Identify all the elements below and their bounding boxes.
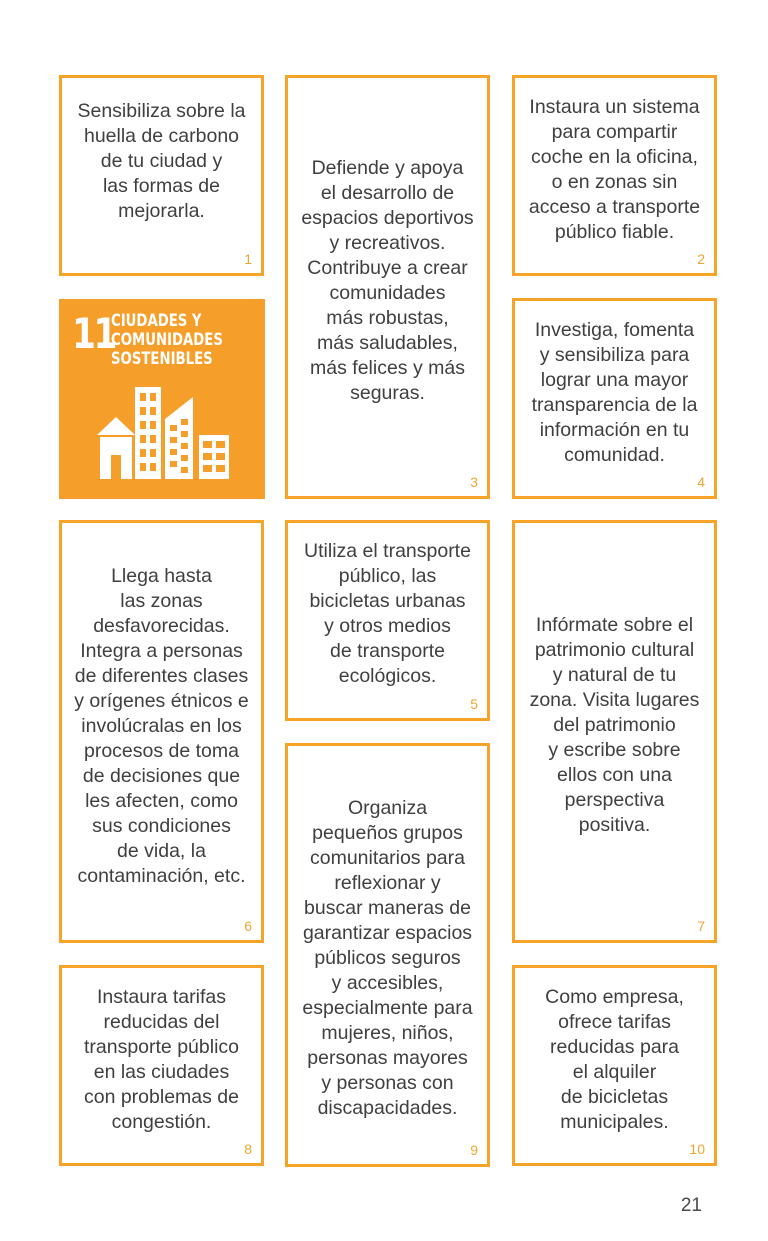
sdg-11-logo — [59, 299, 265, 499]
city-buildings-icon — [95, 383, 229, 479]
card-number: 6 — [244, 918, 252, 934]
action-card-9 — [285, 743, 490, 1167]
card-number: 7 — [697, 918, 705, 934]
action-card-8 — [59, 965, 264, 1166]
action-card-10 — [512, 965, 717, 1166]
card-number: 9 — [470, 1142, 478, 1158]
sdg-title: CIUDADES Y COMUNIDADES SOSTENIBLES — [111, 311, 223, 369]
card-text: Investiga, fomenta y sensibiliza para lograr una mayor transparencia de la información en tu comunidad. — [531, 318, 698, 466]
card-number: 2 — [697, 251, 705, 267]
action-card-7 — [512, 520, 717, 943]
card-text: Utiliza el transporte público, las bicicletas urbanas y otros medios de transporte ecológicos. — [304, 539, 471, 687]
action-card-6 — [59, 520, 264, 943]
card-text: Instaura un sistema para compartir coche en la oficina, o en zonas sin acceso a transporte público fiable. — [528, 95, 701, 243]
card-number: 1 — [244, 251, 252, 267]
sdg-number: 11 — [72, 309, 116, 358]
action-card-1 — [59, 75, 264, 276]
action-card-2 — [512, 75, 717, 276]
card-text: Organiza pequeños grupos comunitarios para reflexionar y buscar maneras de garantizar espacios públicos seguros y accesibles, especialmente para mujeres, niños, personas mayores y personas con discapacidades. — [302, 796, 473, 1119]
card-number: 3 — [470, 474, 478, 490]
card-text: Infórmate sobre el patrimonio cultural y natural de tu zona. Visita lugares del patrimonio y escribe sobre ellos con una perspectiva positiva. — [529, 614, 700, 836]
card-text: Sensibiliza sobre la huella de carbono de tu ciudad y las formas de mejorarla. — [77, 100, 246, 222]
card-number: 4 — [697, 474, 705, 490]
action-card-4 — [512, 298, 717, 499]
action-card-5 — [285, 520, 490, 721]
page-number: 21 — [680, 1195, 702, 1216]
card-text: Como empresa, ofrece tarifas reducidas para el alquiler de bicicletas municipales. — [545, 985, 684, 1133]
action-card-3 — [285, 75, 490, 499]
card-number: 8 — [244, 1141, 252, 1157]
card-number: 10 — [689, 1141, 705, 1157]
card-text: Llega hasta las zonas desfavorecidas. Integra a personas de diferentes clases y orígenes étnicos e involúcralas en los procesos de toma de decisiones que les afecten, como sus condiciones de vida, la contaminación, etc. — [74, 565, 249, 887]
card-text: Instaura tarifas reducidas del transporte público en las ciudades con problemas de congestión. — [83, 985, 239, 1133]
card-text: Defiende y apoya el desarrollo de espacios deportivos y recreativos. Contribuye a crear comunidades más robustas, más saludables, más felices y más seguras. — [301, 157, 474, 404]
card-number: 5 — [470, 696, 478, 712]
